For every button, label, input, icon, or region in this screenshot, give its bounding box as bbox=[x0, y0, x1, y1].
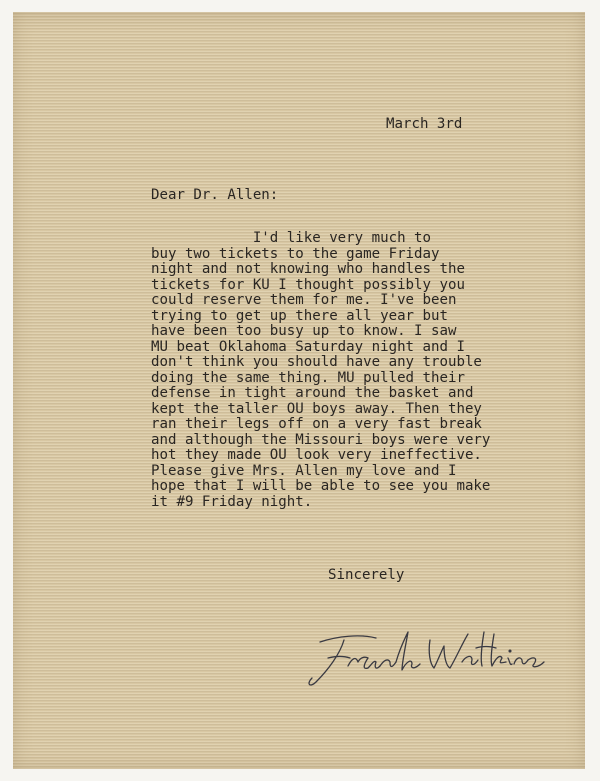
letter-paper bbox=[13, 12, 585, 769]
letter-body-line: tickets for KU I thought possibly you bbox=[151, 276, 465, 293]
letter-body-line: defense in tight around the basket and bbox=[151, 385, 474, 401]
letter-body-line: it #9 Friday night. bbox=[151, 493, 313, 510]
letter-body-line: hot they made OU look very ineffective. bbox=[151, 447, 482, 463]
letter-body bbox=[151, 231, 490, 510]
letter-salutation: Dear Dr. Allen: bbox=[151, 187, 279, 203]
letter-body-line: don't think you should have any trouble bbox=[151, 354, 482, 370]
letter-body-line: night and not knowing who handles the bbox=[151, 261, 465, 277]
letter-body-line: I'd like very much to bbox=[151, 230, 432, 246]
letter-body-line: ran their legs off on a very fast break bbox=[151, 416, 482, 432]
letter-body-line: could reserve them for me. I've been bbox=[151, 292, 457, 308]
letter-body-line: have been too busy up to know. I saw bbox=[151, 323, 457, 339]
letter-closing: Sincerely bbox=[328, 567, 405, 583]
letter-body-line: MU beat Oklahoma Saturday night and I bbox=[151, 338, 465, 355]
letter-body-line: hope that I will be able to see you make bbox=[151, 478, 491, 494]
letter-body-line: Please give Mrs. Allen my love and I bbox=[151, 462, 457, 479]
letter-body-line: trying to get up there all year but bbox=[151, 307, 448, 324]
letter-date: March 3rd bbox=[386, 116, 463, 132]
letter-body-line: buy two tickets to the game Friday bbox=[151, 245, 440, 262]
letter-body-line: doing the same thing. MU pulled their bbox=[151, 369, 465, 386]
letter-body-line: kept the taller OU boys away. Then they bbox=[151, 400, 482, 417]
handwritten-signature bbox=[298, 618, 548, 698]
letter-body-line: and although the Missouri boys were very bbox=[151, 431, 491, 448]
